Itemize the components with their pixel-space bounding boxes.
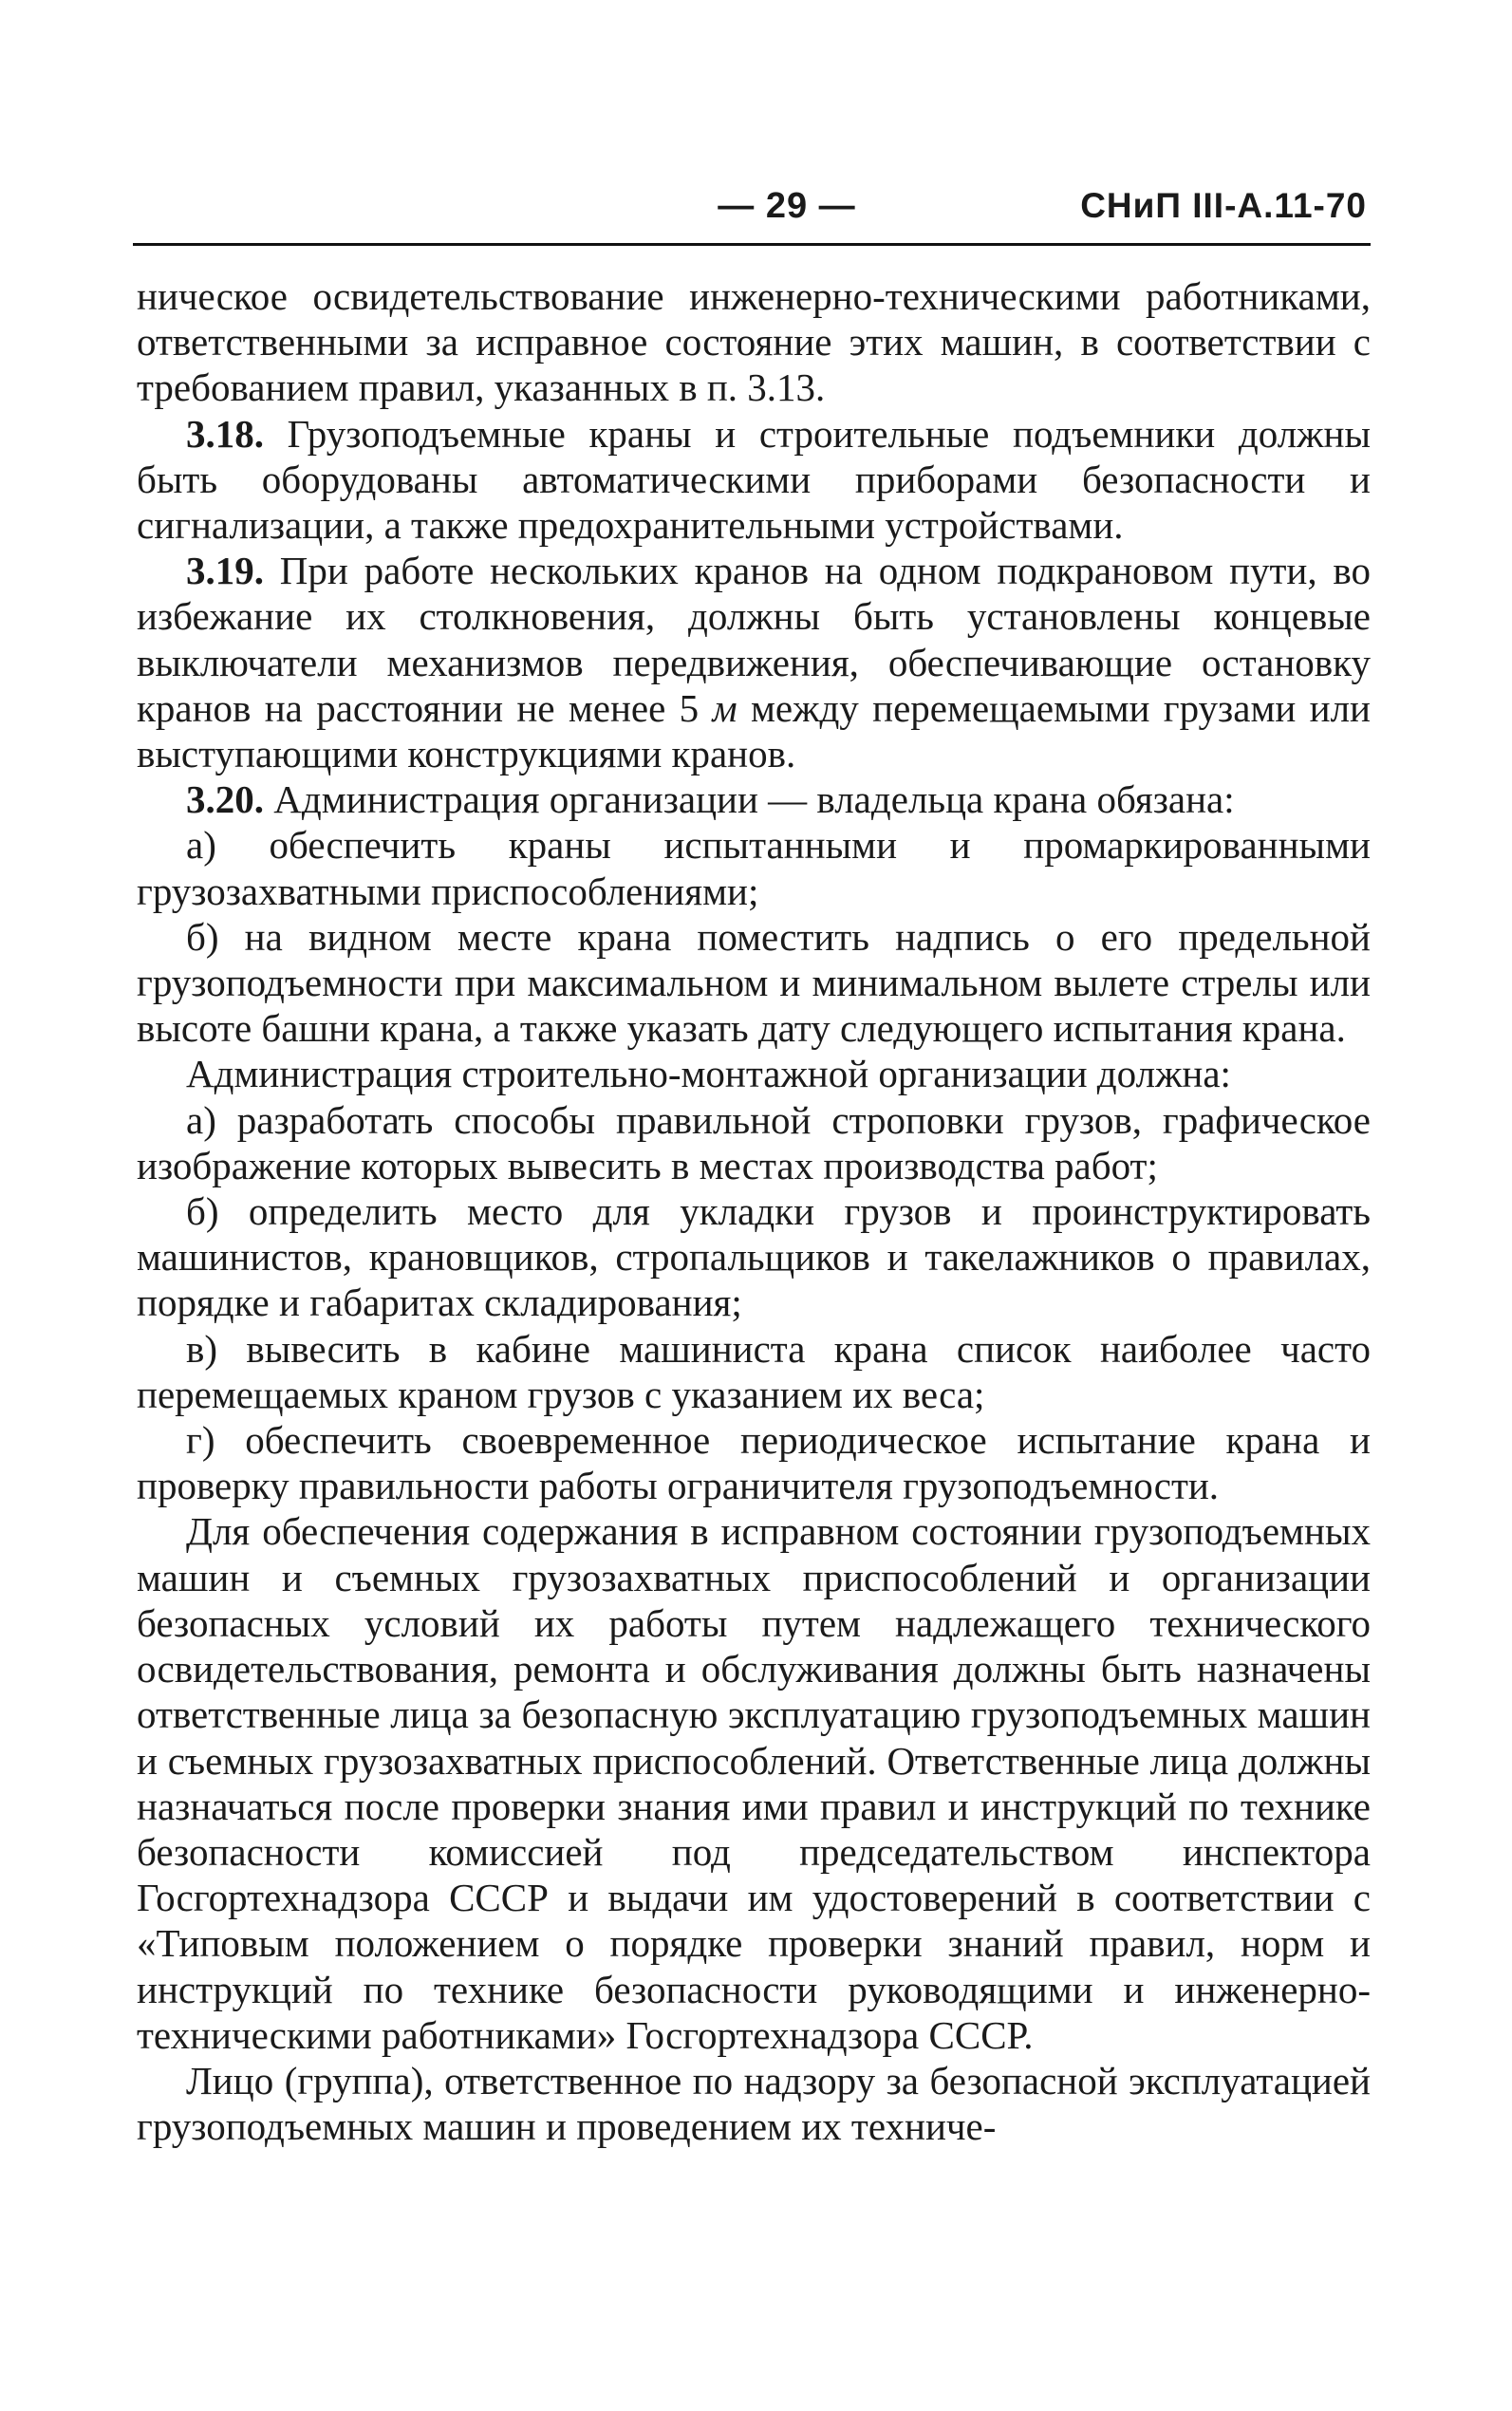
- page-number: — 29 —: [718, 186, 856, 226]
- document-code: СНиП III-А.11-70: [1080, 186, 1367, 225]
- clause-number: 3.20.: [186, 777, 264, 822]
- unit-label: м: [712, 685, 737, 730]
- paragraph-continuation: ническое освидетельствование инженерно-техническими работниками, ответственными за исправное состояние этих машин, в соответствии с требованием правил, указанных в п. 3.13.: [137, 274, 1371, 410]
- clause-text: Грузоподъемные краны и строительные подъемники должны быть оборудованы автоматическими приборами безопасности и сигнализации, а также предохранительными устройствами.: [137, 411, 1371, 548]
- paragraph-3-19: [137, 548, 1371, 776]
- list-item-admin-b: б) определить место для укладки грузов и проинструктировать машинистов, крановщиков, стропальщиков и такелажников о правилах, порядке и габаритах складирования;: [137, 1189, 1371, 1325]
- paragraph-responsible-persons: Для обеспечения содержания в исправном состоянии грузоподъемных машин и съемных грузозахватных приспособлений и организации безопасных условий их работы путем надлежащего технического освидетельствования, ремонта и обслуживания должны быть назначены ответственные лица за безопасную эксплуатацию грузоподъемных машин и съемных грузозахватных приспособлений. Ответственные лица должны назначаться после проверки знания ими правил и инструкций по технике безопасности комиссией под председательством инспектора Госгортехнадзора СССР и выдачи им удостоверений в соответствии с «Типовым положением о порядке проверки знаний правил, норм и инструкций по технике безопасности руководящими и инженерно-техническими работниками» Госгортехнадзора СССР.: [137, 1509, 1371, 2057]
- clause-text: Администрация организации — владельца крана обязана:: [264, 777, 1235, 822]
- list-item-admin-v: в) вывесить в кабине машиниста крана список наиболее часто перемещаемых краном грузов с указанием их веса;: [137, 1326, 1371, 1416]
- list-item-admin-g: г) обеспечить своевременное периодическое испытание крана и проверку правильности работы ограничителя грузоподъемности.: [137, 1418, 1371, 1508]
- clause-number: 3.18.: [186, 411, 264, 456]
- paragraph-3-18: [137, 411, 1371, 549]
- list-item-admin-a: а) разработать способы правильной строповки грузов, графическое изображение которых вывесить в местах производства работ;: [137, 1097, 1371, 1187]
- list-item-3-20-a: а) обеспечить краны испытанными и промаркированными грузозахватными приспособлениями;: [137, 823, 1371, 913]
- clause-number: 3.19.: [186, 549, 264, 593]
- clause-text: При работе нескольких кранов на одном подкрановом пути, во избежание их столкновения, должны быть установлены концевые выключатели механизмов передвижения, обеспечивающие остановку кранов на расстоянии не менее 5: [137, 549, 1371, 730]
- page-header: [137, 186, 1367, 232]
- list-item-3-20-b: б) на видном месте крана поместить надпись о его предельной грузоподъемности при максимальном и минимальном вылете стрелы или высоте башни крана, а также указать дату следующего испытания крана.: [137, 914, 1371, 1051]
- paragraph-3-20: [137, 776, 1371, 822]
- body-text: [137, 273, 1371, 2149]
- clause-text: между перемещаемыми грузами или выступающими конструкциями кранов.: [137, 685, 1371, 776]
- header-rule: [133, 243, 1371, 246]
- paragraph-admin-construction: Администрация строительно-монтажной организации должна:: [186, 1052, 1231, 1096]
- paragraph-supervision-group: Лицо (группа), ответственное по надзору за безопасной эксплуатацией грузоподъемных машин и проведением их техниче-: [137, 2058, 1371, 2149]
